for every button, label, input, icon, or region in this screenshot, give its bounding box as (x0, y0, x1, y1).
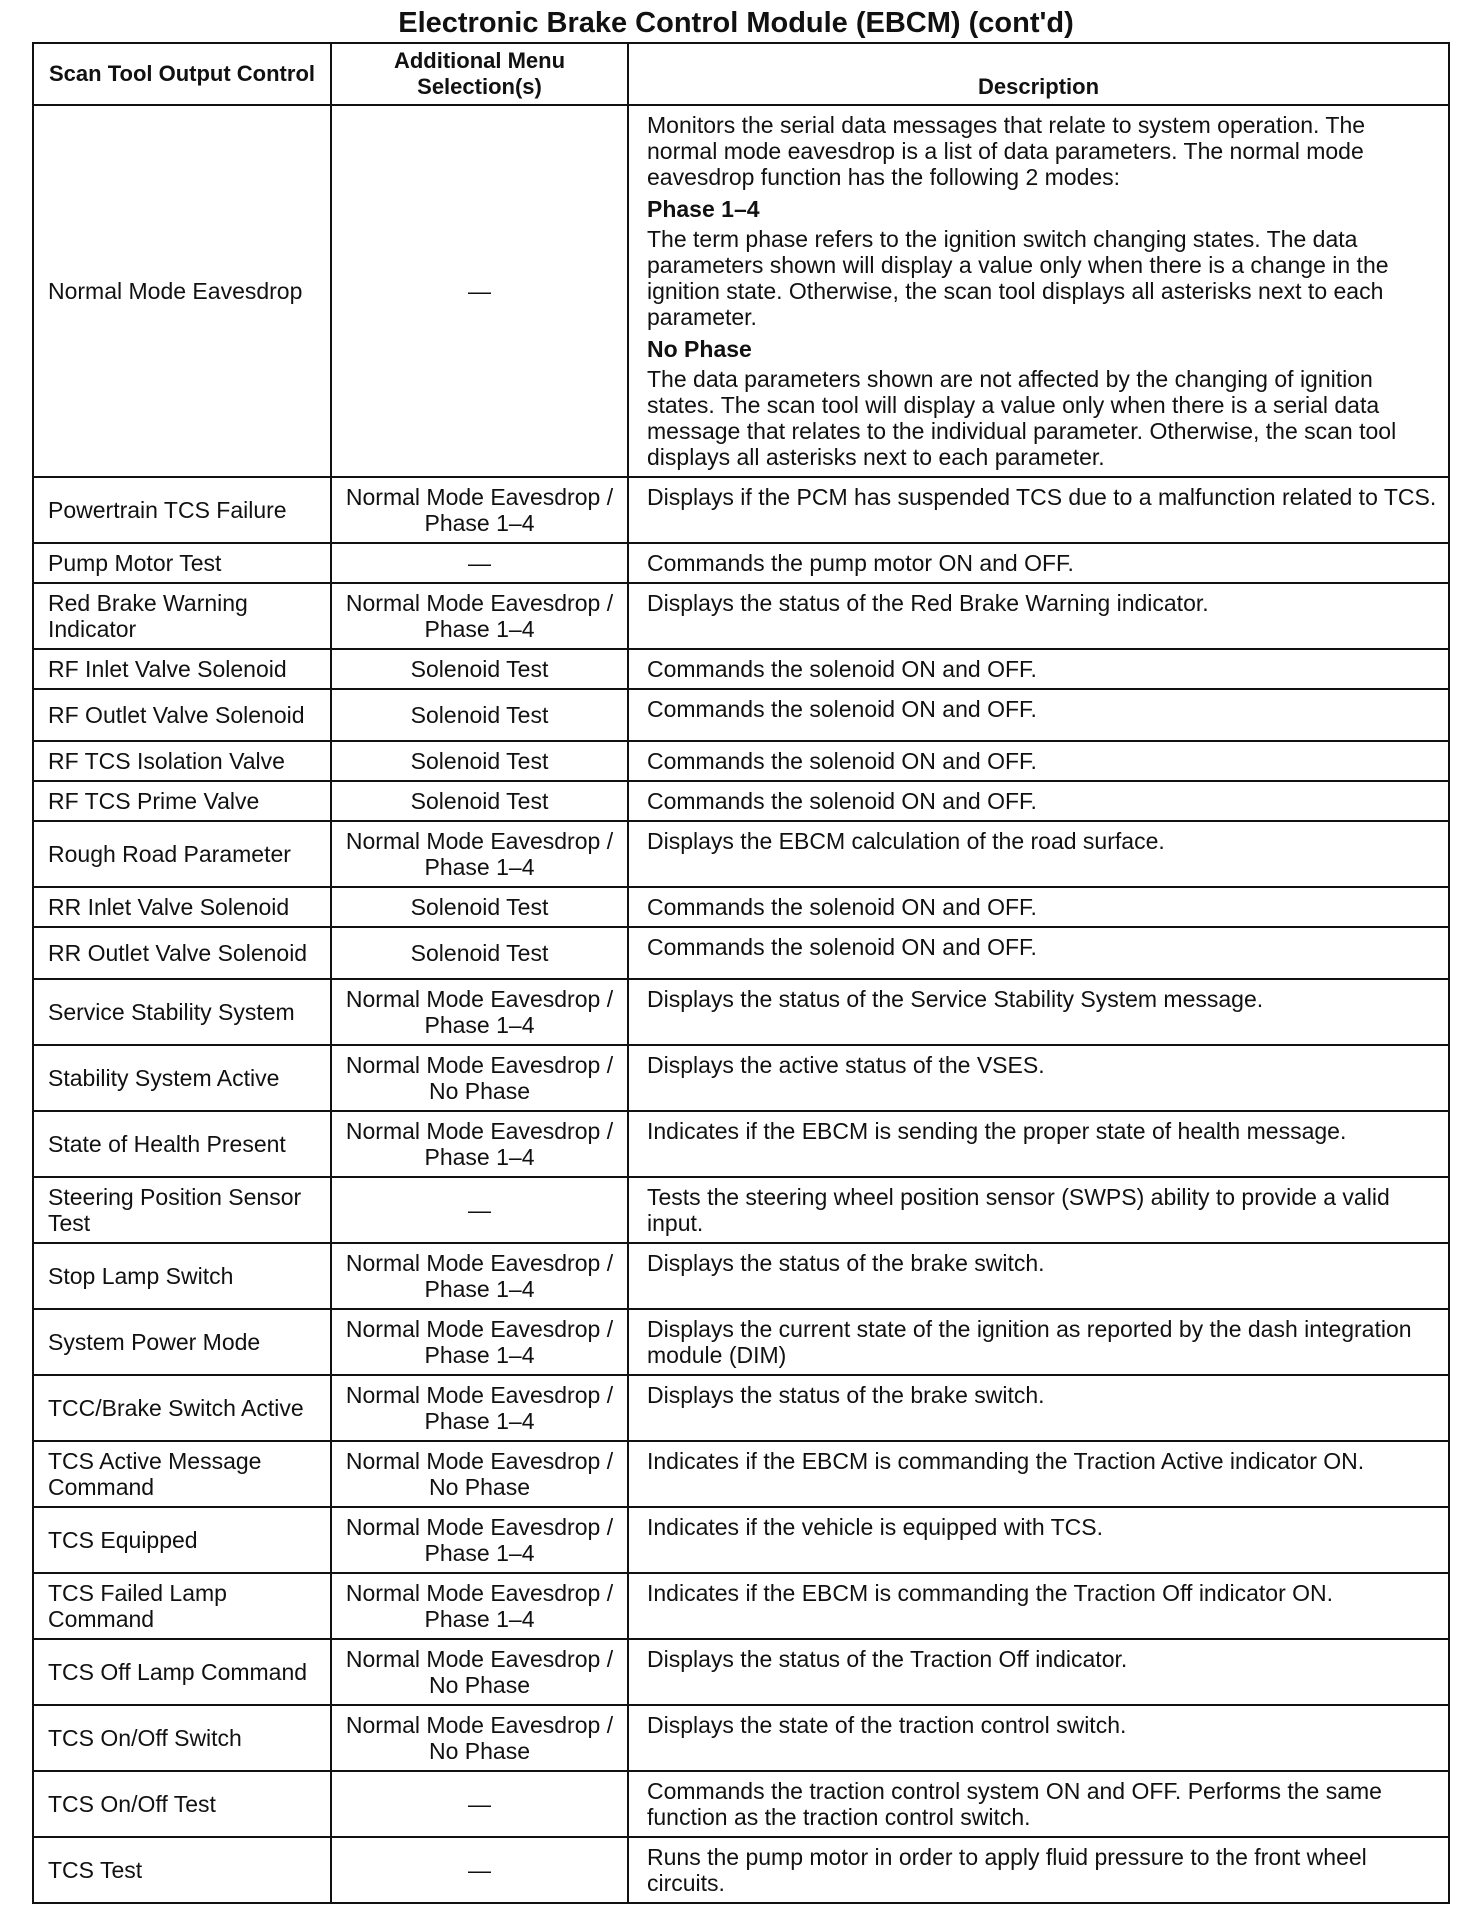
cell-control: RF TCS Isolation Valve (33, 741, 331, 781)
table-row-normal-mode-eavesdrop (33, 105, 1449, 477)
cell-control: TCS On/Off Switch (33, 1705, 331, 1771)
table-row (33, 887, 1449, 927)
page-title: Electronic Brake Control Module (EBCM) (cont'd) (398, 7, 1074, 39)
cell-menu: Normal Mode Eavesdrop / Phase 1–4 (331, 821, 628, 887)
cell-menu: Solenoid Test (331, 689, 628, 741)
table-row (33, 1639, 1449, 1705)
table-row (33, 927, 1449, 979)
cell-control: RF TCS Prime Valve (33, 781, 331, 821)
table-row (33, 649, 1449, 689)
cell-description: Displays the status of the brake switch. (628, 1243, 1449, 1309)
cell-menu: Solenoid Test (331, 927, 628, 979)
table-row (33, 1177, 1449, 1243)
table-row (33, 1771, 1449, 1837)
cell-description: Displays the status of the Service Stability System message. (628, 979, 1449, 1045)
cell-description: Indicates if the EBCM is commanding the Traction Active indicator ON. (628, 1441, 1449, 1507)
table-body (33, 105, 1449, 1903)
cell-menu: Normal Mode Eavesdrop / No Phase (331, 1705, 628, 1771)
cell-description: Commands the solenoid ON and OFF. (628, 741, 1449, 781)
table-header-row (33, 43, 1449, 105)
cell-description: Indicates if the EBCM is commanding the Traction Off indicator ON. (628, 1573, 1449, 1639)
cell-menu: — (331, 1771, 628, 1837)
cell-description: Displays the status of the Red Brake Warning indicator. (628, 583, 1449, 649)
table-row (33, 1045, 1449, 1111)
cell-description: Commands the solenoid ON and OFF. (628, 649, 1449, 689)
cell-control: State of Health Present (33, 1111, 331, 1177)
no-phase-text: The data parameters shown are not affected by the changing of ignition states. The scan tool will display a value only when there is a serial data message that relates to the individual parameter. Otherwise, the scan tool displays all asterisks next to each parameter. (647, 366, 1397, 470)
cell-description: Displays the status of the brake switch. (628, 1375, 1449, 1441)
header-scan-tool-output-control: Scan Tool Output Control (33, 43, 331, 105)
cell-menu: Normal Mode Eavesdrop / No Phase (331, 1045, 628, 1111)
cell-description: Displays if the PCM has suspended TCS due to a malfunction related to TCS. (628, 477, 1449, 543)
cell-control: Steering Position Sensor Test (33, 1177, 331, 1243)
cell-menu: Normal Mode Eavesdrop / Phase 1–4 (331, 1507, 628, 1573)
cell-control: Normal Mode Eavesdrop (33, 105, 331, 477)
table-row (33, 821, 1449, 887)
cell-menu: Solenoid Test (331, 649, 628, 689)
cell-control: TCS Failed Lamp Command (33, 1573, 331, 1639)
cell-control: TCS Test (33, 1837, 331, 1903)
header-description: Description (628, 43, 1449, 105)
cell-control: Stability System Active (33, 1045, 331, 1111)
table-row (33, 1309, 1449, 1375)
cell-description: Displays the state of the traction control switch. (628, 1705, 1449, 1771)
cell-menu: Solenoid Test (331, 741, 628, 781)
cell-description: Tests the steering wheel position sensor (SWPS) ability to provide a valid input. (628, 1177, 1449, 1243)
cell-control: TCS Off Lamp Command (33, 1639, 331, 1705)
table-row (33, 1507, 1449, 1573)
cell-menu: Normal Mode Eavesdrop / No Phase (331, 1639, 628, 1705)
cell-menu: Normal Mode Eavesdrop / Phase 1–4 (331, 1375, 628, 1441)
phase-text: The term phase refers to the ignition switch changing states. The data parameters shown will display a value only when there is a change in the ignition state. Otherwise, the scan tool displays all asterisks next to each parameter. (647, 226, 1389, 330)
table-row (33, 1837, 1449, 1903)
cell-menu: — (331, 543, 628, 583)
cell-control: TCC/Brake Switch Active (33, 1375, 331, 1441)
table-row (33, 1441, 1449, 1507)
cell-description: Runs the pump motor in order to apply fluid pressure to the front wheel circuits. (628, 1837, 1449, 1903)
cell-description: Displays the status of the Traction Off indicator. (628, 1639, 1449, 1705)
cell-control: RR Outlet Valve Solenoid (33, 927, 331, 979)
table-row (33, 689, 1449, 741)
table-row (33, 583, 1449, 649)
table-row (33, 1705, 1449, 1771)
table-row (33, 1573, 1449, 1639)
cell-menu: Solenoid Test (331, 887, 628, 927)
cell-menu: Normal Mode Eavesdrop / Phase 1–4 (331, 1573, 628, 1639)
cell-menu: — (331, 1177, 628, 1243)
cell-description: Commands the solenoid ON and OFF. (628, 781, 1449, 821)
table-row (33, 1243, 1449, 1309)
cell-control: RR Inlet Valve Solenoid (33, 887, 331, 927)
cell-control: Service Stability System (33, 979, 331, 1045)
cell-control: RF Outlet Valve Solenoid (33, 689, 331, 741)
cell-menu: Normal Mode Eavesdrop / Phase 1–4 (331, 583, 628, 649)
table-row (33, 741, 1449, 781)
header-additional-menu-selections: Additional Menu Selection(s) (331, 43, 628, 105)
cell-control: TCS Equipped (33, 1507, 331, 1573)
cell-control: Red Brake Warning Indicator (33, 583, 331, 649)
cell-menu: — (331, 105, 628, 477)
cell-control: Stop Lamp Switch (33, 1243, 331, 1309)
cell-control: TCS On/Off Test (33, 1771, 331, 1837)
table-row (33, 477, 1449, 543)
cell-menu: Solenoid Test (331, 781, 628, 821)
cell-control: System Power Mode (33, 1309, 331, 1375)
cell-description: Commands the solenoid ON and OFF. (628, 689, 1449, 741)
cell-menu: Normal Mode Eavesdrop / Phase 1–4 (331, 477, 628, 543)
cell-menu: Normal Mode Eavesdrop / No Phase (331, 1441, 628, 1507)
no-phase-heading: No Phase (647, 336, 752, 362)
table-row (33, 781, 1449, 821)
cell-control: Pump Motor Test (33, 543, 331, 583)
table-row (33, 1375, 1449, 1441)
cell-control: RF Inlet Valve Solenoid (33, 649, 331, 689)
cell-control: TCS Active Message Command (33, 1441, 331, 1507)
cell-description: Commands the solenoid ON and OFF. (628, 927, 1449, 979)
cell-description: Displays the active status of the VSES. (628, 1045, 1449, 1111)
cell-description: Displays the current state of the ignition as reported by the dash integration module (DIM) (628, 1309, 1449, 1375)
cell-control: Rough Road Parameter (33, 821, 331, 887)
description-intro: Monitors the serial data messages that relate to system operation. The normal mode eavesdrop is a list of data parameters. The normal mode eavesdrop function has the following 2 modes: (647, 112, 1366, 190)
table-row (33, 979, 1449, 1045)
cell-description: Commands the traction control system ON and OFF. Performs the same function as the traction control switch. (628, 1771, 1449, 1837)
cell-description: Commands the pump motor ON and OFF. (628, 543, 1449, 583)
cell-description: Commands the solenoid ON and OFF. (628, 887, 1449, 927)
cell-menu: Normal Mode Eavesdrop / Phase 1–4 (331, 979, 628, 1045)
cell-description: Displays the EBCM calculation of the road surface. (628, 821, 1449, 887)
cell-control: Powertrain TCS Failure (33, 477, 331, 543)
cell-menu: Normal Mode Eavesdrop / Phase 1–4 (331, 1309, 628, 1375)
cell-menu: — (331, 1837, 628, 1903)
cell-description: Indicates if the EBCM is sending the proper state of health message. (628, 1111, 1449, 1177)
phase-heading: Phase 1–4 (647, 196, 760, 222)
cell-description: Indicates if the vehicle is equipped with TCS. (628, 1507, 1449, 1573)
table-row (33, 1111, 1449, 1177)
cell-menu: Normal Mode Eavesdrop / Phase 1–4 (331, 1243, 628, 1309)
ebcm-output-control-table (32, 42, 1450, 1904)
cell-description (628, 105, 1449, 477)
cell-menu: Normal Mode Eavesdrop / Phase 1–4 (331, 1111, 628, 1177)
table-row (33, 543, 1449, 583)
